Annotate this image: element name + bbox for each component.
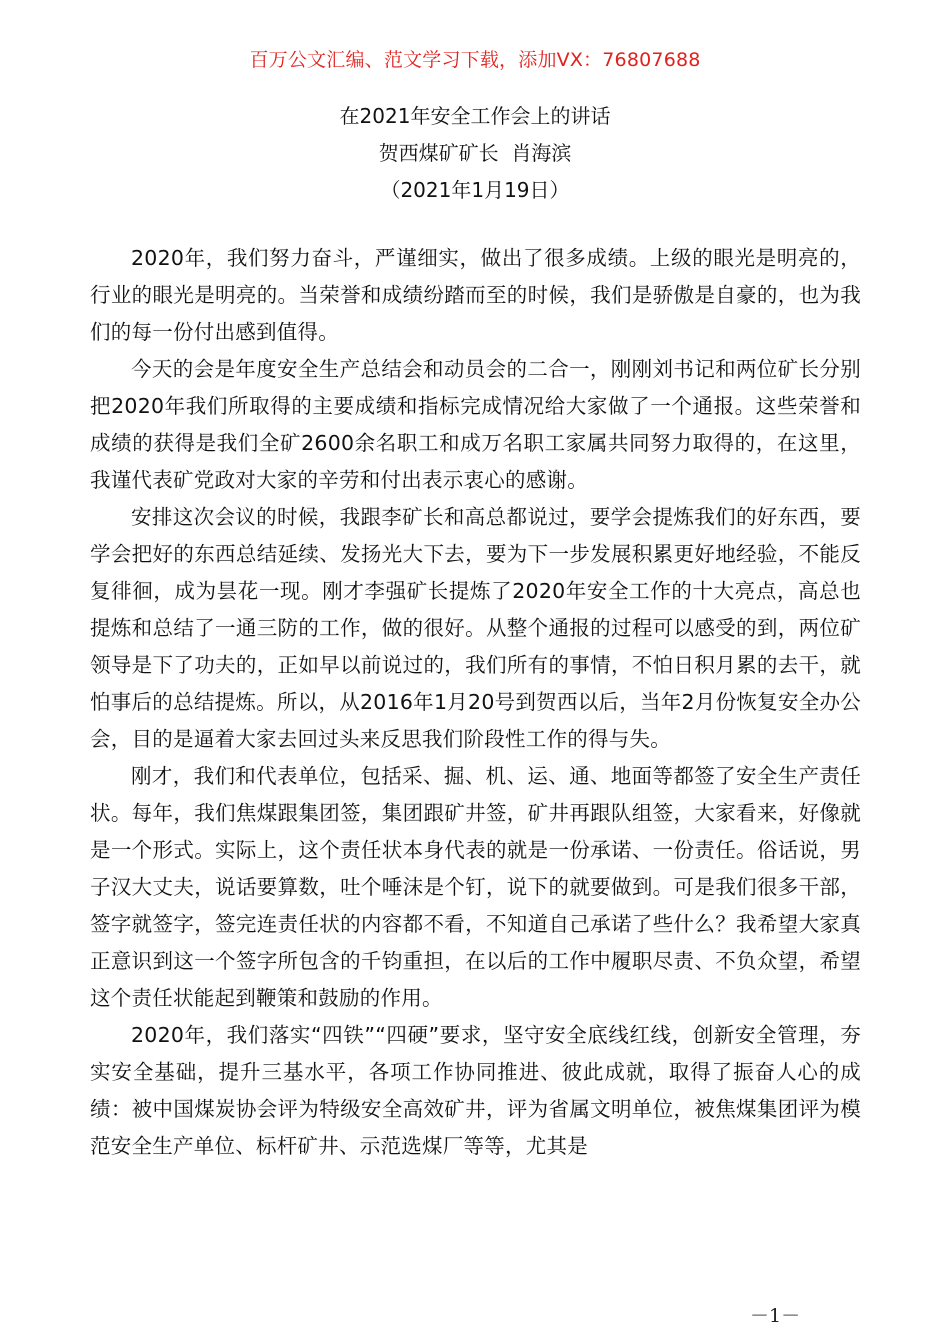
paragraph-2: 今天的会是年度安全生产总结会和动员会的二合一，刚刚刘书记和两位矿长分别把2020年我们所取得的主要成绩和指标完成情况给大家做了一个通报。这些荣誉和成绩的获得是我们全矿2600余名职工和成万名职工家属共同努力取得的，在这里，我谨代表矿党政对大家的辛劳和付出表示衷心的感谢。 [90, 357, 861, 492]
speech-body [90, 240, 861, 1165]
paragraph-5: 2020年，我们落实“四铁”“四硬”要求，坚守安全底线红线，创新安全管理，夯实安全基础，提升三基水平，各项工作协同推进、彼此成就，取得了振奋人心的成绩：被中国煤炭协会评为特级安全高效矿井，评为省属文明单位，被焦煤集团评为模范安全生产单位、标杆矿井、示范选煤厂等等，尤其是 [90, 1023, 861, 1158]
paragraph-3: 安排这次会议的时候，我跟李矿长和高总都说过，要学会提炼我们的好东西，要学会把好的东西总结延续、发扬光大下去，要为下一步发展积累更好地经验，不能反复徘徊，成为昙花一现。刚才李强矿长提炼了2020年安全工作的十大亮点，高总也提炼和总结了一通三防的工作，做的很好。从整个通报的过程可以感受的到，两位矿领导是下了功夫的，正如早以前说过的，我们所有的事情，不怕日积月累的去干，就怕事后的总结提炼。所以，从2016年1月20号到贺西以后，当年2月份恢复安全办公会，目的是逼着大家去回过头来反思我们阶段性工作的得与失。 [90, 505, 861, 751]
paragraph-4: 刚才，我们和代表单位，包括采、掘、机、运、通、地面等都签了安全生产责任状。每年，我们焦煤跟集团签，集团跟矿井签，矿井再跟队组签，大家看来，好像就是一个形式。实际上，这个责任状本身代表的就是一份承诺、一份责任。俗话说，男子汉大丈夫，说话要算数，吐个唾沫是个钉，说下的就要做到。可是我们很多干部，签字就签字，签完连责任状的内容都不看，不知道自己承诺了些什么？我希望大家真正意识到这一个签字所包含的千钧重担，在以后的工作中履职尽责、不负众望，希望这个责任状能起到鞭策和鼓励的作用。 [90, 764, 861, 1010]
speech-title: 在2021年安全工作会上的讲话 [339, 104, 611, 128]
watermark-text: 百万公文汇编、范文学习下载，添加VX：76807688 [249, 49, 701, 71]
title-block [0, 98, 950, 209]
page-number: －1－ [750, 1305, 801, 1327]
paragraph-1: 2020年，我们努力奋斗，严谨细实，做出了很多成绩。上级的眼光是明亮的，行业的眼光是明亮的。当荣誉和成绩纷踏而至的时候，我们是骄傲是自豪的，也为我们的每一份付出感到值得。 [90, 246, 861, 344]
speech-author: 贺西煤矿矿长 肖海滨 [378, 141, 572, 165]
speech-date: （2021年1月19日） [380, 178, 570, 202]
